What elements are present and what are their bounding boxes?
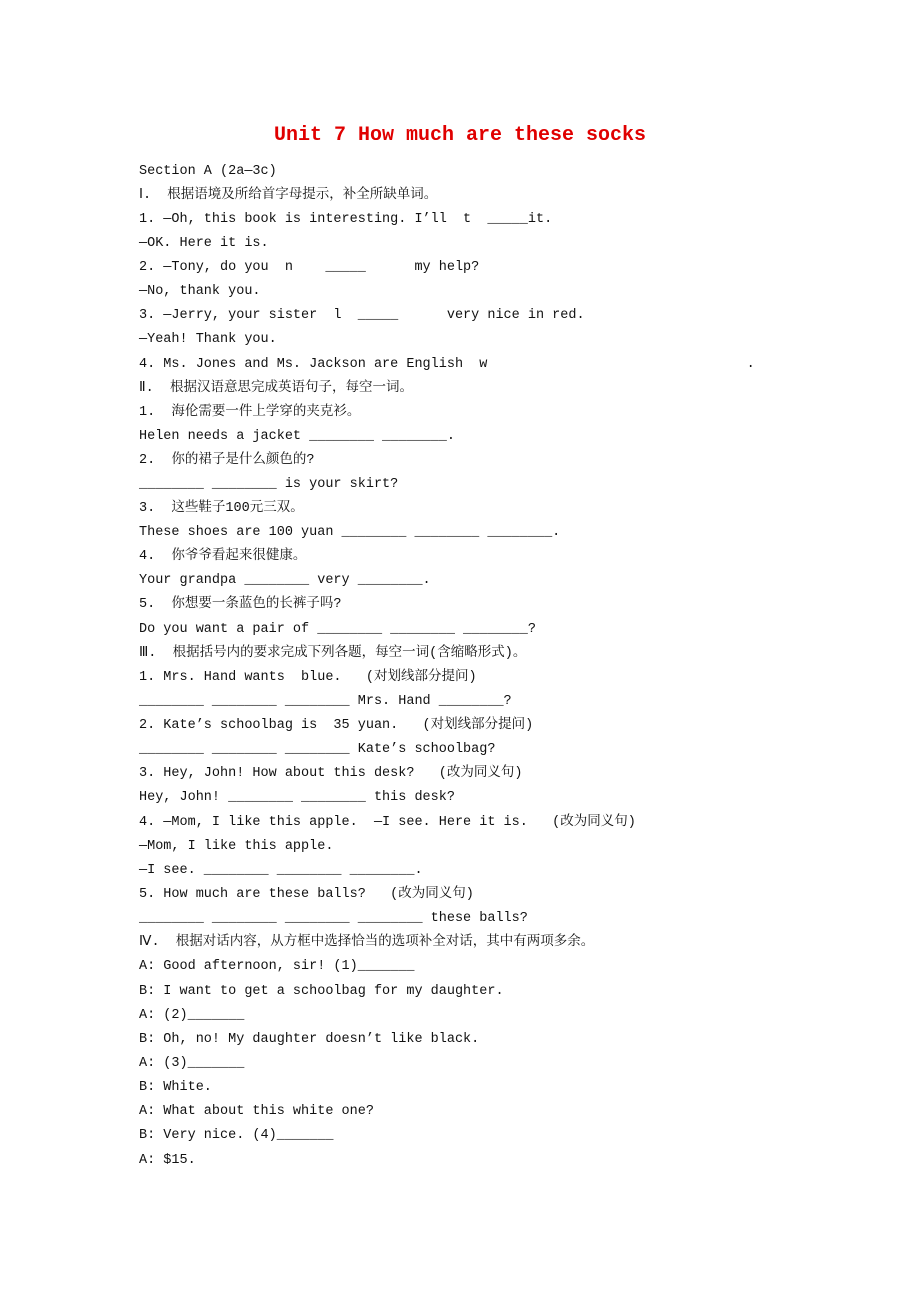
question-line: 2. 你的裙子是什么颜色的? (139, 453, 315, 468)
question-line: 2. —Tony, do you n _____ my help? (139, 260, 480, 275)
part-2-instruction: Ⅱ. 根据汉语意思完成英语句子，每空一词。 (139, 381, 413, 396)
question-line: 2. Kate’s schoolbag is 35 yuan. (对划线部分提问) (139, 718, 534, 733)
question-line: 1. —Oh, this book is interesting. I’ll t _____it. (139, 212, 553, 227)
question-line: —Yeah! Thank you. (139, 332, 277, 347)
part-3-instruction: Ⅲ. 根据括号内的要求完成下列各题，每空一词(含缩略形式)。 (139, 646, 527, 661)
dialogue-line: B: I want to get a schoolbag for my daughter. (139, 984, 504, 999)
question-line: 4. —Mom, I like this apple. —I see. Here it is. (改为同义句) (139, 815, 636, 830)
part-4-instruction: Ⅳ. 根据对话内容，从方框中选择恰当的选项补全对话，其中有两项多余。 (139, 935, 595, 950)
question-line: ________ ________ ________ Mrs. Hand ________? (139, 694, 512, 709)
question-line: 3. —Jerry, your sister l _____ very nice in red. (139, 308, 585, 323)
question-line: Do you want a pair of ________ ________ ________? (139, 622, 536, 637)
dialogue-line: A: What about this white one? (139, 1104, 374, 1119)
question-line: 5. How much are these balls? (改为同义句) (139, 887, 474, 902)
question-line: ________ ________ is your skirt? (139, 477, 399, 492)
question-line: 3. 这些鞋子100元三双。 (139, 501, 304, 516)
question-line: —No, thank you. (139, 284, 261, 299)
question-line: Hey, John! ________ ________ this desk? (139, 790, 455, 805)
question-line: These shoes are 100 yuan ________ ________ ________. (139, 525, 561, 540)
question-line: —OK. Here it is. (139, 236, 269, 251)
dialogue-line: A: $15. (139, 1153, 196, 1168)
question-line: —I see. ________ ________ ________. (139, 863, 423, 878)
dialogue-line: B: White. (139, 1080, 212, 1095)
question-line: 4. 你爷爷看起来很健康。 (139, 549, 307, 564)
question-line: 1. Mrs. Hand wants blue. (对划线部分提问) (139, 670, 477, 685)
part-1-instruction: Ⅰ. 根据语境及所给首字母提示，补全所缺单词。 (139, 188, 438, 203)
question-line: —Mom, I like this apple. (139, 839, 334, 854)
dialogue-line: A: (3)_______ (139, 1056, 245, 1071)
question-line: 4. Ms. Jones and Ms. Jackson are English w . (139, 357, 755, 372)
question-line: Helen needs a jacket ________ ________. (139, 429, 455, 444)
question-line: Your grandpa ________ very ________. (139, 573, 431, 588)
question-line: 3. Hey, John! How about this desk? (改为同义句) (139, 766, 523, 781)
question-line: ________ ________ ________ ________ these balls? (139, 911, 528, 926)
dialogue-line: B: Very nice. (4)_______ (139, 1128, 334, 1143)
dialogue-line: A: (2)_______ (139, 1008, 245, 1023)
question-line: ________ ________ ________ Kate’s schoolbag? (139, 742, 496, 757)
dialogue-line: B: Oh, no! My daughter doesn’t like black. (139, 1032, 480, 1047)
question-line: 1. 海伦需要一件上学穿的夹克衫。 (139, 405, 361, 420)
section-heading: Section A (2a—3c) (139, 164, 277, 179)
dialogue-line: A: Good afternoon, sir! (1)_______ (139, 959, 415, 974)
document-title: Unit 7 How much are these socks (273, 124, 647, 147)
question-line: 5. 你想要一条蓝色的长裤子吗? (139, 597, 342, 612)
